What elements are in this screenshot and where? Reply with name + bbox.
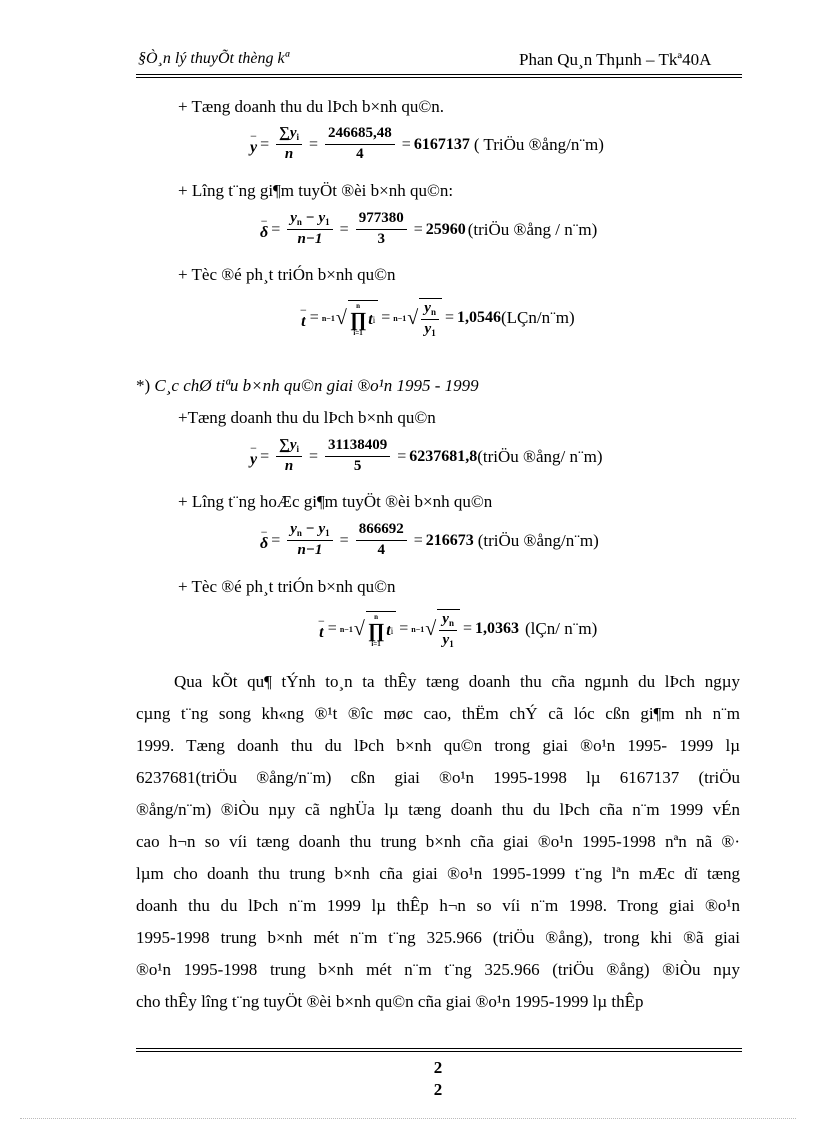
- s1-avg-numeric-fraction: $\frac{246685,48}{4}$: [325, 126, 395, 163]
- footer-rule: [136, 1048, 742, 1049]
- s2-rate-result: 1,0363: [475, 620, 519, 638]
- paragraph-line: doanh thu du lÞch n¨m 1999 lµ thÊp h¬n so víi n¨m 1998. Trong giai ®o¹n: [136, 896, 740, 915]
- s1-avg-result: 6167137: [413, 135, 470, 153]
- s1-rate-lhs: − t: [300, 302, 307, 331]
- s2-delta-unit: (triÖu ®ång/n¨m): [477, 530, 599, 550]
- s1-rate-label: + Tèc ®é ph¸t triÓn b×nh qu©n: [178, 265, 396, 284]
- s2-avg-symbolic-fraction: $\frac{\sum y_i}{n}$: [276, 438, 302, 475]
- s2-rate-radical-fraction: √ $\frac{y_n}{y_1}$: [425, 609, 460, 650]
- s1-delta-formula: − δ = $\frac{y_n - y_1}{n-1}$ = $\frac{977380}{3}$ = 25960 (triÖu ®ång / n¨m): [260, 210, 598, 248]
- header-rule-2: [136, 77, 742, 78]
- paragraph-line: Qua kÕt qu¶ tÝnh to¸n ta thÊy tæng doanh thu cña ngµnh du lÞch ngµy: [174, 672, 740, 691]
- s1-average-formula: − y = $\frac{\sum y_i}{n}$ = $\frac{246685,48}{4}$ = 6167137 ( TriÖu ®ång/n¨m): [250, 125, 604, 163]
- s2-rate-unit: (lÇn/ n¨m): [525, 619, 598, 639]
- footer-rule-2: [136, 1051, 742, 1052]
- s1-rate-result: 1,0546: [457, 309, 501, 327]
- s2-delta-lhs: − δ: [260, 525, 269, 553]
- paragraph-line: lµm cho doanh thu trung b×nh cña giai ®o¹n 1995-1999 t¨ng lªn mÆc dï tæng: [136, 864, 740, 883]
- paragraph-line: 6237681(triÖu ®ång/n¨m) cßn giai ®o¹n 1995-1998 lµ 6167137 (triÖu: [136, 768, 740, 787]
- s1-average-label: + Tæng doanh thu du lÞch b×nh qu©n.: [178, 97, 444, 116]
- paragraph-line: cho thÊy lîng t¨ng tuyÖt ®èi b×nh qu©n cña giai ®o¹n 1995-1999 lµ thÊp: [136, 992, 644, 1011]
- s2-avg-result: 6237681,8: [409, 447, 478, 465]
- s1-delta-symbolic-fraction: $\frac{y_n - y_1}{n-1}$: [287, 211, 332, 248]
- s2-avg-lhs: − y: [250, 441, 258, 469]
- page-bottom-edge: [20, 1118, 796, 1119]
- s1-avg-unit: ( TriÖu ®ång/n¨m): [473, 134, 604, 154]
- s1-avg-symbolic-fraction: $\frac{\sum y_i}{n}$: [276, 126, 302, 163]
- paragraph-line: 1999. Tæng doanh thu du lÞch b×nh qu©n trong giai ®o¹n 1995- 1999 lµ: [136, 736, 740, 755]
- s1-delta-unit: (triÖu ®ång / n¨m): [467, 219, 598, 239]
- header-author: Phan Qu¸n Thµnh – Tkª40A: [519, 50, 712, 69]
- s1-rate-formula: − t = n−1 √ n ∏ i=1 t i = n−1 √ $\frac{y_n}{y_1}$ = 1,0546 (LÇn/n¨m): [300, 300, 575, 339]
- s2-delta-formula: − δ = $\frac{y_n - y_1}{n-1}$ = $\frac{866692}{4}$ = 216673 (triÖu ®ång/n¨m): [260, 521, 599, 559]
- s2-heading: *) C¸c chØ tiªu b×nh qu©n giai ®o¹n 1995 - 1999: [136, 376, 479, 395]
- s1-delta-result: 25960: [425, 220, 466, 238]
- s2-rate-formula: − t = n−1 √ n ∏ i=1 t i = n−1 √ $\frac{y_n}{y_1}$ = 1,0363 (lÇn/ n¨m): [318, 611, 598, 650]
- s2-average-formula: − y = $\frac{\sum y_i}{n}$ = $\frac{31138409}{5}$ = 6237681,8 (triÖu ®ång/ n¨m): [250, 437, 603, 475]
- s2-avg-numeric-fraction: $\frac{31138409}{5}$: [325, 438, 390, 475]
- paragraph-line: ®o¹n 1995-1998 trung b×nh mét n¨m t¨ng 325.966 (triÖu ®ång) ®iÒu nµy: [136, 960, 740, 979]
- header-course-title: §Ò¸n lý thuyÕt thèng kª: [138, 50, 290, 67]
- s1-rate-radical-fraction: √ $\frac{y_n}{y_1}$: [407, 298, 442, 339]
- paragraph-line: cµng t¨ng song kh«ng ®¹t ®îc møc cao, thËm chÝ cã lóc cßn gi¶m nh n¨m: [136, 704, 740, 723]
- s1-avg-lhs: − y: [250, 129, 258, 157]
- page-number: 2: [433, 1058, 443, 1077]
- s2-average-label: +Tæng doanh thu du lÞch b×nh qu©n: [178, 408, 436, 427]
- s1-rate-radical-product: √ n ∏ i=1 t i: [336, 300, 378, 337]
- s2-delta-label: + Lîng t¨ng hoÆc gi¶m tuyÖt ®èi b×nh qu©n: [178, 492, 493, 511]
- paragraph-line: cao h¬n so víi tæng doanh thu trung b×nh cña giai ®o¹n 1995-1998 nªn nã ®·: [136, 832, 740, 851]
- s2-delta-symbolic-fraction: $\frac{y_n - y_1}{n-1}$: [287, 522, 332, 559]
- s1-delta-label: + Lîng t¨ng gi¶m tuyÖt ®èi b×nh qu©n:: [178, 181, 454, 200]
- s1-delta-lhs: − δ: [260, 214, 269, 242]
- s2-rate-radical-product: √ n ∏ i=1 t i: [354, 611, 396, 648]
- page-number-repeat: 2: [433, 1080, 443, 1099]
- paragraph-line: ®ång/n¨m) ®iÒu nµy cã nghÜa lµ tæng doanh thu du lÞch cña n¨m 1999 vÉn: [136, 800, 740, 819]
- s2-delta-numeric-fraction: $\frac{866692}{4}$: [356, 522, 407, 559]
- s2-delta-result: 216673: [425, 531, 474, 549]
- header-rule: [136, 74, 742, 75]
- s1-delta-numeric-fraction: $\frac{977380}{3}$: [356, 211, 407, 248]
- s2-rate-label: + Tèc ®é ph¸t triÓn b×nh qu©n: [178, 577, 396, 596]
- s2-rate-lhs: − t: [318, 613, 325, 642]
- s1-rate-unit: (LÇn/n¨m): [501, 308, 575, 328]
- s2-avg-unit: (triÖu ®ång/ n¨m): [477, 446, 603, 466]
- paragraph-line: 1995-1998 trung b×nh mét n¨m t¨ng 325.966 (triÖu ®ång), trong khi ®ã giai: [136, 928, 740, 947]
